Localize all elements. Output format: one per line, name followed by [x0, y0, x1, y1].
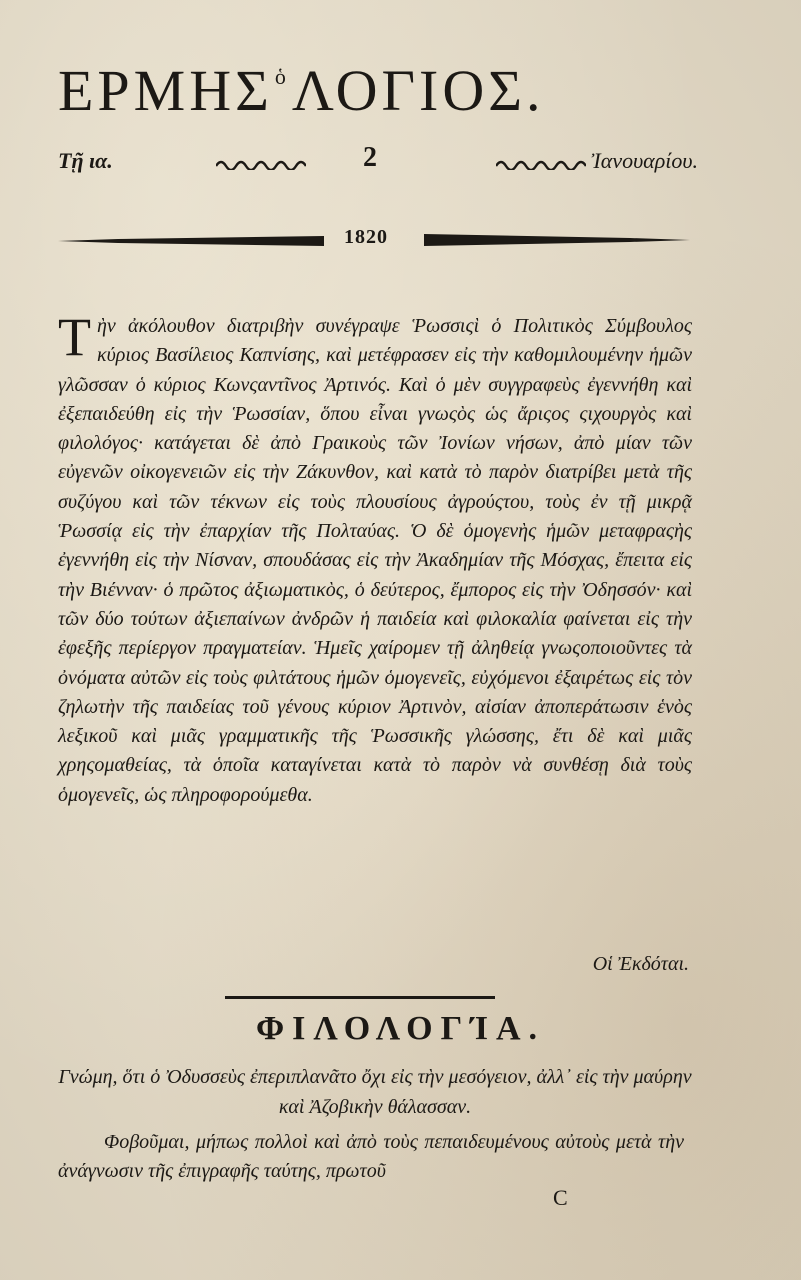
editors-signature: Οἱ Ἐκδόται.: [592, 953, 689, 975]
signature-mark: C: [553, 1185, 568, 1210]
article-paragraph: Φοβοῦμαι, μήπως πολλοὶ καὶ ἀπὸ τοὺς πεπαιδευμένους αὐτοὺς μετὰ τὴν ἀνάγνωσιν τῆς ἐπιγραφῆς ταύτης, πρωτοῦ: [58, 1131, 684, 1182]
issue-row: [58, 142, 698, 182]
issue-day: Τῇ ια.: [58, 148, 113, 173]
masthead: [58, 42, 698, 126]
issue-year: 1820: [344, 226, 388, 248]
masthead-title-right: ΛΟΓΙΟΣ: [291, 58, 526, 123]
ornament-wave-left-icon: [216, 156, 306, 170]
issue-number: 2: [363, 142, 377, 173]
dropcap: Τ: [58, 307, 91, 367]
section-divider: [225, 996, 495, 999]
intro-text: ὴν ἀκόλουθον διατριβὴν συνέγραψε Ῥωσσιςὶ ὁ Πολιτικὸς Σύμβουλος κύριος Βασίλειος Καπνίσης, καὶ μετέφρασεν εἰς τὴν καθομιλουμένην ἡμῶν γλῶσσαν ὁ κύριος Κωνςαντῖνος Ἀρτινός. Καὶ ὁ μὲν συγγραφεὺς ἐγεννήθη καὶ ἐξεπαιδεύθη εἰς τὴν Ῥωσσίαν, ὅπου εἶναι γνωςὸς ὡς ἄριςος ςιχουργὸς καὶ φιλολόγος· κατάγεται δὲ ἀπὸ Γραικοὺς τῶν Ἰονίων νήσων, ἀπὸ μίαν τῶν εὐγενῶν οἰκογενειῶν εἰς τὴν Ζάκυνθον, καὶ κατὰ τὸ παρὸν διατρίβει μετὰ τῆς συζύγου καὶ τῶν τέκνων εἰς τοὺς πλουσίους ἀγρούςτου, τοὺς ἐν τῇ μικρᾷ Ῥωσσίᾳ εἰς τὴν ἐπαρχίαν τῆς Πολταύας. Ὁ δὲ ὁμογενὴς ἡμῶν μεταφραςὴς ἐγεννήθη εἰς τὴν Νίσναν, σπουδάσας εἰς τὴν Ἀκαδημίαν τῆς Μόσχας, ἔπειτα εἰς τὴν Βιένναν· ὁ πρῶτος ἀξιωματικὸς, ὁ δεύτερος, ἔμπορος εἰς τὴν Ὀδησσόν· καὶ τῶν δύο τούτων ἀξιεπαίνων ἀνδρῶν ἡ παιδεία καὶ φιλοκαλία φαίνεται εἰς τὴν ἐφεξῆς περίεργον πραγματείαν. Ἡμεῖς χαίρομεν τῇ ἀληθείᾳ γνωςοποιοῦντες τὰ ὀνόματα αὐτῶν εἰς τοὺς φιλτάτους ἡμῶν ὁμογενεῖς, εὐχόμενοι ἐξαιρέτως εἰς τὸν ζηλωτὴν τῆς παιδείας τοῦ γένους κύριον Ἀρτινὸν, αἰσίαν ἀποπεράτωσιν ἑνὸς λεξικοῦ καὶ μιᾶς γραμματικῆς τῆς Ῥωσσικῆς γλώσσης, ἔτι δὲ καὶ μιᾶς χρηςομαθείας, τὰ ὁποῖα καταγίνεται κατὰ τὸ παρὸν νὰ συνθέσῃ διὰ τοὺς ὁμογενεῖς, ὡς πληροφορούμεθα.: [58, 315, 692, 806]
intro-paragraph: [58, 307, 692, 810]
section-subtitle: Γνώμη, ὅτι ὁ Ὀδυσσεὺς ἐπεριπλανᾶτο ὄχι εἰς τὴν μεσόγειον, ἀλλ᾽ εἰς τὴν μαύρην καὶ Ἀζοβικὴν θάλασσαν.: [58, 1066, 692, 1118]
section-title: ΦΙΛΟΛΟΓΊΑ.: [255, 1010, 546, 1047]
decorative-rule-right-icon: [424, 232, 690, 248]
masthead-article: ὁ: [274, 64, 286, 89]
issue-month: Ἰανουαρίου.: [591, 148, 698, 173]
masthead-stop: .: [525, 58, 545, 123]
decorative-rule-left-icon: [58, 235, 324, 247]
ornament-wave-right-icon: [496, 156, 586, 170]
masthead-title-left: ΕΡΜΗΣ: [58, 58, 273, 123]
year-row: [58, 226, 690, 256]
